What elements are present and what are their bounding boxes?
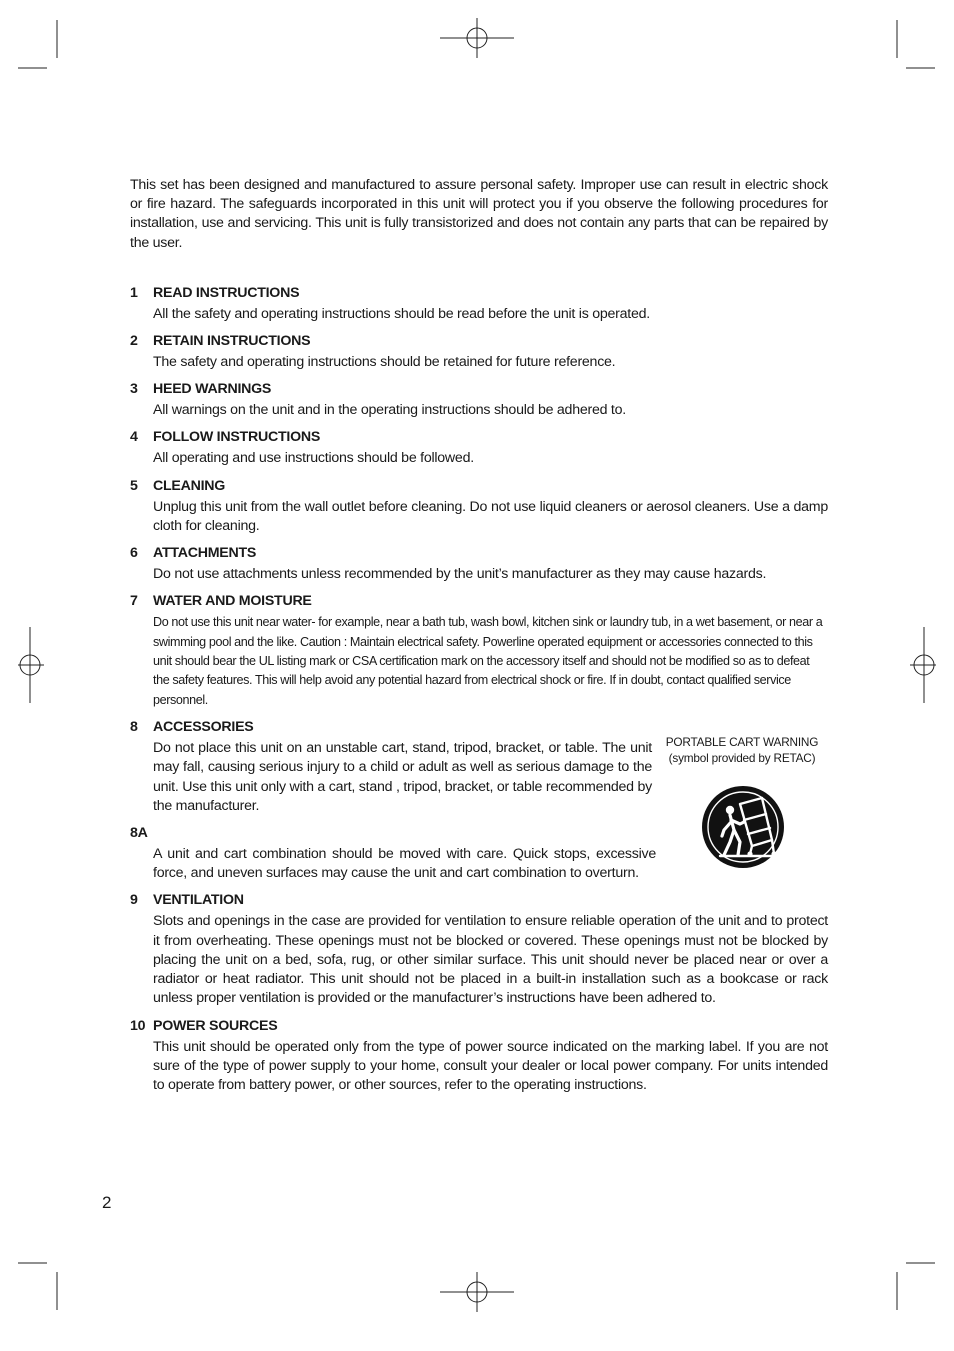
section-title: VENTILATION	[153, 892, 244, 909]
cart-warning-credit: (symbol provided by RETAC)	[668, 751, 816, 765]
section-body: The safety and operating instructions should be retained for future reference.	[153, 354, 616, 371]
section-cleaning	[130, 474, 828, 536]
section-heading	[130, 425, 828, 449]
section-title: ACCESSORIES	[153, 719, 254, 736]
safety-instructions	[130, 176, 828, 1100]
portable-cart-warning-icon	[700, 784, 786, 870]
section-body: Do not place this unit on an unstable cart, stand, tripod, bracket, or table. The unit may fall, causing serious injury to a child or adult as well as serious damage to the unit. Use this unit only with a cart, stand , tripod, bracket, or table recommended by the manufacturer.	[153, 740, 652, 814]
intro-paragraph: This set has been designed and manufactured to assure personal safety. Improper use can result in electric shock or fire hazard. The safeguards incorporated in this unit will protect you if you observe the following procedures for installation, use and servicing. This unit is fully transistorized and does not contain any parts that can be repaired by the user.	[130, 177, 828, 251]
section-title: CLEANING	[153, 477, 226, 494]
section-body: Do not use this unit near water- for example, near a bath tub, wash bowl, kitchen sink or laundry tub, in a wet basement, or near a swimming pool and the like. Caution : Maintain electrical safety. Powerline operated equipment or accessories connected to this unit should bear the UL listing mark or CSA certification mark on the accessory itself and should not be modified so as to defeat the safety features. This will help avoid any potential hazard from electrical shock or fire. If in doubt, contact qualified service personnel.	[153, 615, 823, 707]
section-body: This unit should be operated only from the type of power source indicated on the marking label. If you are not sure of the type of power supply to your home, consult your dealer or local power company. For units intended to operate from battery power, or other sources, refer to the operating instructions.	[153, 1038, 828, 1093]
section-heading	[130, 1014, 828, 1038]
section-body: A unit and cart combination should be moved with care. Quick stops, excessive force, and uneven surfaces may cause the unit and cart combination to overturn.	[153, 846, 656, 882]
section-body: All warnings on the unit and in the operating instructions should be adhered to.	[153, 402, 626, 419]
section-number: 8	[130, 719, 138, 736]
section-follow-instructions	[130, 425, 828, 468]
section-body: All the safety and operating instructions should be read before the unit is operated.	[153, 305, 650, 322]
section-title: ATTACHMENTS	[153, 545, 257, 562]
section-ventilation	[130, 888, 828, 1008]
section-title: RETAIN INSTRUCTIONS	[153, 333, 311, 350]
section-number: 6	[130, 545, 138, 562]
section-attachments	[130, 541, 828, 584]
section-heading	[130, 377, 828, 401]
section-title: HEED WARNINGS	[153, 381, 272, 398]
section-title: WATER AND MOISTURE	[153, 593, 312, 610]
section-number: 5	[130, 477, 138, 494]
section-number: 7	[130, 593, 138, 610]
section-heading	[130, 888, 828, 912]
cart-warning-title: PORTABLE CART WARNING	[665, 735, 819, 749]
section-body: Unplug this unit from the wall outlet before cleaning. Do not use liquid cleaners or aerosol cleaners. Use a damp cloth for cleaning.	[153, 498, 828, 534]
section-list	[130, 281, 828, 1095]
section-number: 3	[130, 381, 138, 398]
section-number: 10	[130, 1017, 146, 1034]
section-heed-warnings	[130, 377, 828, 420]
section-heading	[130, 541, 828, 565]
section-heading	[130, 589, 828, 613]
page-number: 2	[102, 1193, 112, 1212]
section-body: Do not use attachments unless recommended by the unit’s manufacturer as they may cause hazards.	[153, 566, 767, 583]
section-heading	[130, 281, 828, 305]
section-number: 8A	[130, 825, 148, 842]
section-title: POWER SOURCES	[153, 1017, 278, 1034]
section-read-instructions	[130, 281, 828, 324]
section-number: 9	[130, 892, 138, 909]
section-heading	[130, 329, 828, 353]
section-title: FOLLOW INSTRUCTIONS	[153, 429, 321, 446]
section-number: 2	[130, 333, 138, 350]
section-water-and-moisture	[130, 589, 828, 710]
section-power-sources	[130, 1014, 828, 1096]
section-number: 4	[130, 429, 138, 446]
section-heading	[130, 474, 828, 498]
section-body: Slots and openings in the case are provided for ventilation to ensure reliable operation of the unit and to protect it from overheating. These openings must not be blocked or covered. These openings must not be blocked by placing the unit on a bed, sofa, rug, or other similar surface. This unit should never be placed near or over a radiator or heat radiator. This unit should not be placed in a built-in installation such as a bookcase or rack unless proper ventilation is provided or the manufacturer’s instructions have been adhered to.	[153, 913, 828, 1007]
section-body: All operating and use instructions should be followed.	[153, 450, 474, 467]
section-title: READ INSTRUCTIONS	[153, 284, 300, 301]
section-retain-instructions	[130, 329, 828, 372]
cart-warning-caption	[656, 734, 828, 766]
section-number: 1	[130, 284, 138, 301]
